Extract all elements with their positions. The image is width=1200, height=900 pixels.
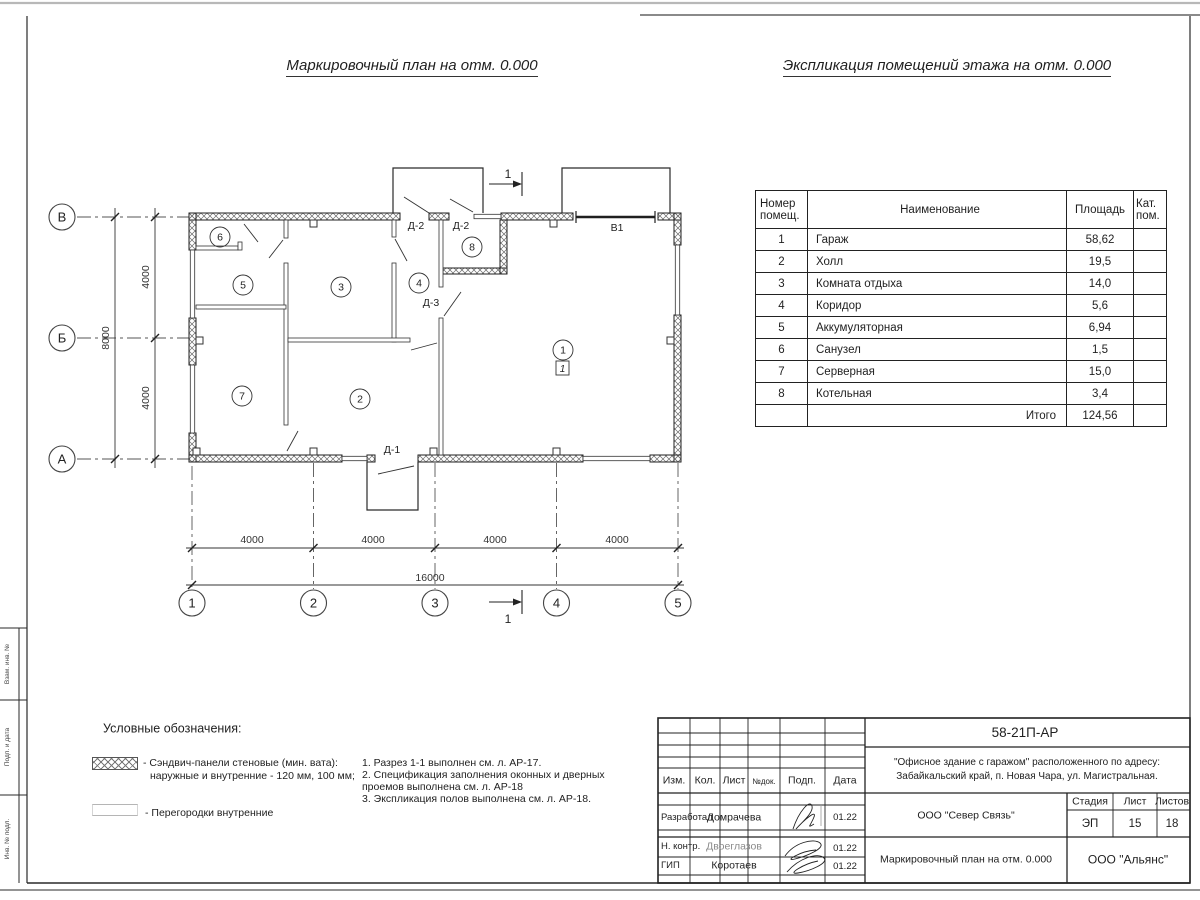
cell-name: Аккумуляторная xyxy=(808,317,1067,339)
margin-box-label: Подп. и дата xyxy=(4,727,11,767)
dim-label: 4000 xyxy=(140,386,152,410)
interior-partitions xyxy=(196,220,443,455)
cell-name: Гараж xyxy=(808,229,1067,251)
cell-name: Коридор xyxy=(808,295,1067,317)
cell-name: Котельная xyxy=(808,383,1067,405)
room-label: 4 xyxy=(416,277,422,290)
table-row xyxy=(756,383,1167,405)
cell-num: 3 xyxy=(756,273,808,295)
name-gip: Коротаев xyxy=(711,859,757,872)
axis-label: В xyxy=(57,209,67,225)
table-row xyxy=(756,273,1167,295)
object-address-line2: Забайкальский край, п. Новая Чара, ул. Магистральная. xyxy=(896,770,1158,782)
col-header-kol: Кол. xyxy=(694,774,716,787)
note-line: 3. Экспликация полов выполнена см. л. АР-18. xyxy=(362,793,591,805)
cell-cat xyxy=(1134,295,1167,317)
cell-num: 5 xyxy=(756,317,808,339)
cell-num: 1 xyxy=(756,229,808,251)
note-line: 1. Разрез 1-1 выполнен см. л. АР-17. xyxy=(362,757,542,769)
name-developer: Домрачева xyxy=(706,811,762,824)
cell-area: 6,94 xyxy=(1067,317,1134,339)
header-area: Площадь xyxy=(1067,191,1134,229)
header-room-number: Номер помещ. xyxy=(756,191,808,229)
dimension-labels xyxy=(100,265,629,584)
sheets-value: 18 xyxy=(1165,817,1179,830)
sheet-label: Лист xyxy=(1123,795,1147,808)
dim-label: 4000 xyxy=(240,534,264,546)
cell-cat xyxy=(1134,383,1167,405)
header-category: Кат. пом. xyxy=(1134,191,1167,229)
room-label: 5 xyxy=(240,279,246,292)
date-developer: 01.22 xyxy=(833,812,857,824)
total-row xyxy=(756,405,1167,427)
cell-area: 15,0 xyxy=(1067,361,1134,383)
cell-num: 2 xyxy=(756,251,808,273)
cell-num xyxy=(756,405,808,427)
date-ncontrol: 01.22 xyxy=(833,843,857,855)
cell-cat xyxy=(1134,229,1167,251)
dim-total-label: 8000 xyxy=(100,326,112,350)
org-name: ООО "Север Связь" xyxy=(917,809,1015,822)
company-name: ООО "Альянс" xyxy=(1087,852,1169,867)
cell-area: 14,0 xyxy=(1067,273,1134,295)
table-row xyxy=(756,339,1167,361)
sandwich-panel-label-line2: наружные и внутренние - 120 мм, 100 мм; xyxy=(150,770,355,782)
dim-label: 4000 xyxy=(605,534,629,546)
cell-cat xyxy=(1134,361,1167,383)
plan-title: Маркировочный план на отм. 0.000 xyxy=(286,57,537,77)
axis-label: Б xyxy=(57,330,67,346)
explication-title: Экспликация помещений этажа на отм. 0.000 xyxy=(783,57,1111,77)
stage-value: ЭП xyxy=(1081,817,1099,830)
margin-box-label: Инв. № подл. xyxy=(4,818,11,860)
role-ncontrol: Н. контр. xyxy=(661,841,701,853)
note-line: проемов выполнена см. л. АР-18 xyxy=(362,781,523,793)
sandwich-panel-swatch xyxy=(92,757,138,770)
room-label: 1 xyxy=(560,344,566,357)
dimension-ticks xyxy=(111,213,682,589)
signatures xyxy=(785,804,825,873)
doc-title: Маркировочный план на отм. 0.000 xyxy=(879,853,1053,866)
cell-num: 7 xyxy=(756,361,808,383)
dim-total-label: 16000 xyxy=(415,572,445,584)
col-header-ndok: №док. xyxy=(752,776,776,786)
plan-title-wrap xyxy=(262,57,562,77)
axis-label: 5 xyxy=(674,595,682,611)
cell-cat xyxy=(1134,317,1167,339)
signature-scribble xyxy=(793,804,814,829)
axis-label: 2 xyxy=(309,595,318,611)
table-row xyxy=(756,317,1167,339)
section-number: 1 xyxy=(504,167,512,181)
role-developer: Разработал xyxy=(661,812,713,824)
explication-title-wrap xyxy=(772,57,1122,77)
cell-area: 1,5 xyxy=(1067,339,1134,361)
window-openings xyxy=(190,214,679,460)
door-label: Д-2 xyxy=(407,220,425,232)
room-label: 7 xyxy=(239,390,245,403)
sandwich-panel-label-line1: - Сэндвич-панели стеновые (мин. вата): xyxy=(143,757,338,769)
table-row xyxy=(756,295,1167,317)
project-code: 58-21П-АР xyxy=(991,724,1059,740)
header-name: Наименование xyxy=(808,191,1067,229)
sheets-label: Листов xyxy=(1154,795,1190,808)
axis-label: А xyxy=(57,451,67,467)
cell-name: Комната отдыха xyxy=(808,273,1067,295)
axis-label: 1 xyxy=(188,595,196,611)
cell-num: 4 xyxy=(756,295,808,317)
legend-title: Условные обозначения: xyxy=(103,721,242,736)
wall-tick-marks xyxy=(193,220,674,455)
door-label: Д-1 xyxy=(383,444,401,456)
room-label: 6 xyxy=(217,231,223,244)
explication-header-row xyxy=(756,191,1167,229)
explication-table xyxy=(755,190,1167,427)
room-label: 2 xyxy=(357,393,363,406)
cell-area: 19,5 xyxy=(1067,251,1134,273)
gate-label: В1 xyxy=(610,222,624,234)
section-number: 1 xyxy=(504,612,512,626)
cell-cat xyxy=(1134,251,1167,273)
col-header-list: Лист xyxy=(722,774,746,787)
cell-num: 8 xyxy=(756,383,808,405)
axes-and-dimensions xyxy=(49,204,691,616)
cell-name: Серверная xyxy=(808,361,1067,383)
partition-label: - Перегородки внутренние xyxy=(145,807,274,819)
exterior-walls xyxy=(189,213,681,462)
sheet-value: 15 xyxy=(1128,817,1142,830)
signature-scribble xyxy=(787,856,825,874)
col-header-data: Дата xyxy=(833,774,857,787)
cell-cat xyxy=(1134,339,1167,361)
room-bubbles xyxy=(210,227,573,409)
col-header-podp: Подп. xyxy=(788,774,816,787)
stage-label: Стадия xyxy=(1072,795,1108,808)
table-row xyxy=(756,361,1167,383)
room-label: 3 xyxy=(338,281,344,294)
plan-labels xyxy=(210,220,624,456)
margin-box-label: Взам. инв. № xyxy=(4,643,11,685)
door-label: Д-2 xyxy=(452,220,470,232)
cell-area: 3,4 xyxy=(1067,383,1134,405)
cell-cat xyxy=(1134,405,1167,427)
object-address-line1: "Офисное здание с гаражом" расположенного по адресу: xyxy=(893,756,1161,768)
axis-label: 4 xyxy=(552,595,561,611)
cell-cat xyxy=(1134,273,1167,295)
table-row xyxy=(756,229,1167,251)
role-gip: ГИП xyxy=(661,860,680,872)
axis-label: 3 xyxy=(431,595,439,611)
cell-name: Холл xyxy=(808,251,1067,273)
table-row xyxy=(756,251,1167,273)
note-line: 2. Спецификация заполнения оконных и дверных xyxy=(362,769,605,781)
name-ncontrol: Двоеглазов xyxy=(706,840,762,853)
dim-label: 4000 xyxy=(361,534,385,546)
dim-label: 4000 xyxy=(483,534,507,546)
date-gip: 01.22 xyxy=(833,861,857,873)
col-header-izm: Изм. xyxy=(662,774,686,787)
door-label: Д-3 xyxy=(422,297,440,309)
floor-type-mark: 1 xyxy=(559,364,566,375)
total-value-cell: 124,56 xyxy=(1067,405,1134,427)
room-label: 8 xyxy=(469,241,475,254)
floor-plan xyxy=(189,168,681,510)
cell-num: 6 xyxy=(756,339,808,361)
dim-label: 4000 xyxy=(140,265,152,289)
cell-name: Санузел xyxy=(808,339,1067,361)
cell-area: 58,62 xyxy=(1067,229,1134,251)
cell-area: 5,6 xyxy=(1067,295,1134,317)
total-label-cell: Итого xyxy=(808,405,1067,427)
partition-swatch xyxy=(92,804,138,816)
